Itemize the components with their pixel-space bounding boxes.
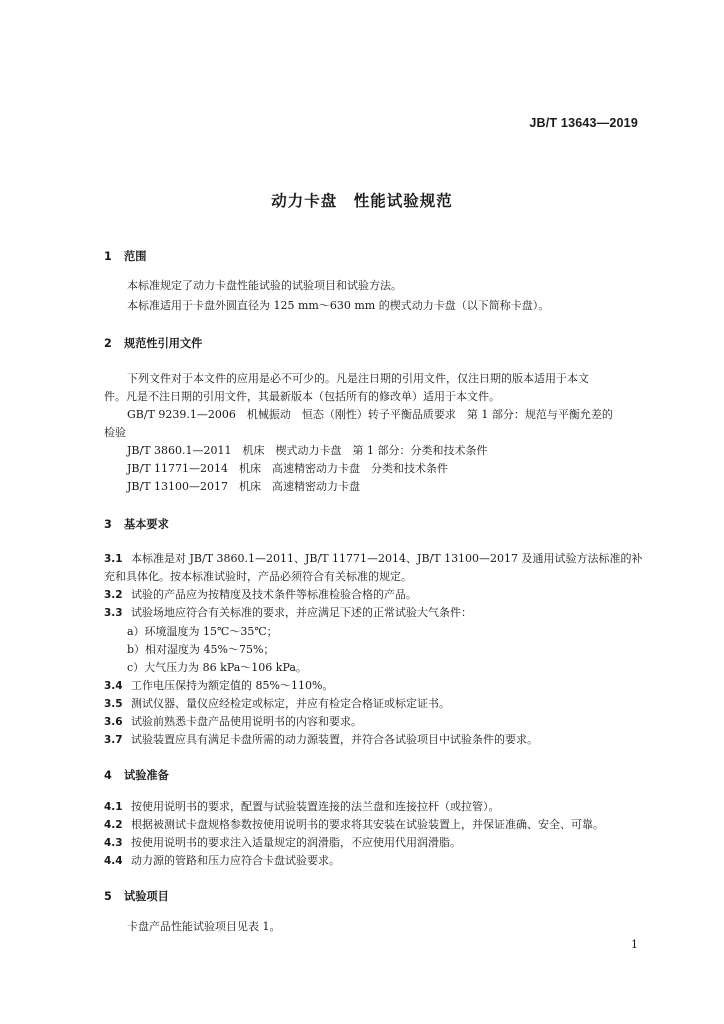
clause-number: 3.5 [104,698,123,710]
clause-text: 试验场地应符合有关标准的要求，并应满足下述的正常试验大气条件： [131,606,472,619]
clause-text: 根据被测试卡盘规格参数按使用说明书的要求将其安装在试验装置上，并保证准确、安全、可靠。 [131,818,604,831]
section-title: 规范性引用文件 [124,337,203,350]
clause-number: 3.1 [104,553,123,565]
paragraph-line: 件。凡是不注日期的引用文件，其最新版本（包括所有的修改单）适用于本文件。 [104,390,500,403]
sub-item: c）大气压力为 86 kPa～106 kPa。 [127,661,307,674]
section-number: 2 [104,337,112,350]
reference-line: GB/T 9239.1—2006 机械振动 恒态（刚性）转子平衡品质要求 第 1 部分：规范与平衡允差的 [127,408,613,421]
clause-text: 试验的产品应为按精度及技术条件等标准检验合格的产品。 [131,588,417,601]
section-4-heading [104,767,169,783]
clause-number: 4.3 [104,837,123,849]
clause-text: 测试仪器、量仪应经检定或标定，并应有检定合格证或标定证书。 [131,697,450,710]
clause-text: 试验装置应具有满足卡盘所需的动力源装置，并符合各试验项目中试验条件的要求。 [131,733,538,746]
clause-4-4 [104,852,340,870]
clause-3-3 [104,604,472,622]
section-number: 5 [104,890,112,903]
clause-number: 4.1 [104,801,123,813]
clause-text: 试验前熟悉卡盘产品使用说明书的内容和要求。 [131,715,362,728]
clause-4-3 [104,834,461,852]
section-2-heading [104,335,202,351]
reference-line: JB/T 13100—2017 机床 高速精密动力卡盘 [127,480,361,493]
clause-4-1 [104,798,500,816]
sub-item: a）环境温度为 15℃～35℃； [127,625,278,638]
clause-3-2 [104,586,417,604]
clause-number: 4.2 [104,819,123,831]
reference-line: JB/T 11771—2014 机床 高速精密动力卡盘 分类和技术条件 [127,462,449,475]
clause-text: 本标准是对 JB/T 3860.1—2011、JB/T 11771—2014、JB/T 13100—2017 及通用试验方法标准的补 [131,552,643,565]
section-number: 4 [104,769,112,782]
paragraph-line: 下列文件对于本文件的应用是必不可少的。凡是注日期的引用文件，仅注日期的版本适用于本文 [127,372,589,385]
clause-3-7 [104,731,538,749]
section-number: 1 [104,250,112,263]
clause-3-5 [104,695,450,713]
section-title: 范围 [124,250,147,263]
section-title: 基本要求 [124,518,169,531]
clause-text: 按使用说明书的要求注入适量规定的润滑脂，不应使用代用润滑脂。 [131,836,461,849]
sub-item: b）相对湿度为 45%～75%； [127,643,275,656]
document-code: JB/T 13643—2019 [529,116,638,130]
clause-number: 3.7 [104,734,123,746]
clause-text: 动力源的管路和压力应符合卡盘试验要求。 [131,854,340,867]
clause-text: 工作电压保持为额定值的 85%～110%。 [131,679,334,692]
clause-number: 4.4 [104,855,123,867]
clause-text: 按使用说明书的要求，配置与试验装置连接的法兰盘和连接拉杆（或拉管）。 [131,800,500,813]
clause-3-6 [104,713,362,731]
clause-3-1 [104,550,643,568]
clause-number: 3.2 [104,589,123,601]
clause-text-continued: 充和具体化。按本标准试验时，产品必须符合有关标准的规定。 [104,570,412,583]
clause-number: 3.3 [104,607,123,619]
reference-line: JB/T 3860.1—2011 机床 楔式动力卡盘 第 1 部分：分类和技术条件 [127,444,488,457]
paragraph: 本标准规定了动力卡盘性能试验的试验项目和试验方法。 [127,279,402,292]
paragraph: 卡盘产品性能试验项目见表 1。 [127,920,281,933]
section-5-heading [104,888,169,904]
paragraph: 本标准适用于卡盘外圆直径为 125 mm～630 mm 的楔式动力卡盘（以下简称卡盘）。 [127,299,550,312]
clause-number: 3.4 [104,680,123,692]
clause-number: 3.6 [104,716,123,728]
section-1-heading [104,248,146,264]
document-title: 动力卡盘 性能试验规范 [271,192,453,210]
clause-4-2 [104,816,604,834]
reference-line: 检验 [104,426,126,439]
section-3-heading [104,516,169,532]
page-number: 1 [631,938,638,951]
section-title: 试验准备 [124,769,169,782]
section-title: 试验项目 [124,890,169,903]
section-number: 3 [104,518,112,531]
clause-3-4 [104,677,333,695]
